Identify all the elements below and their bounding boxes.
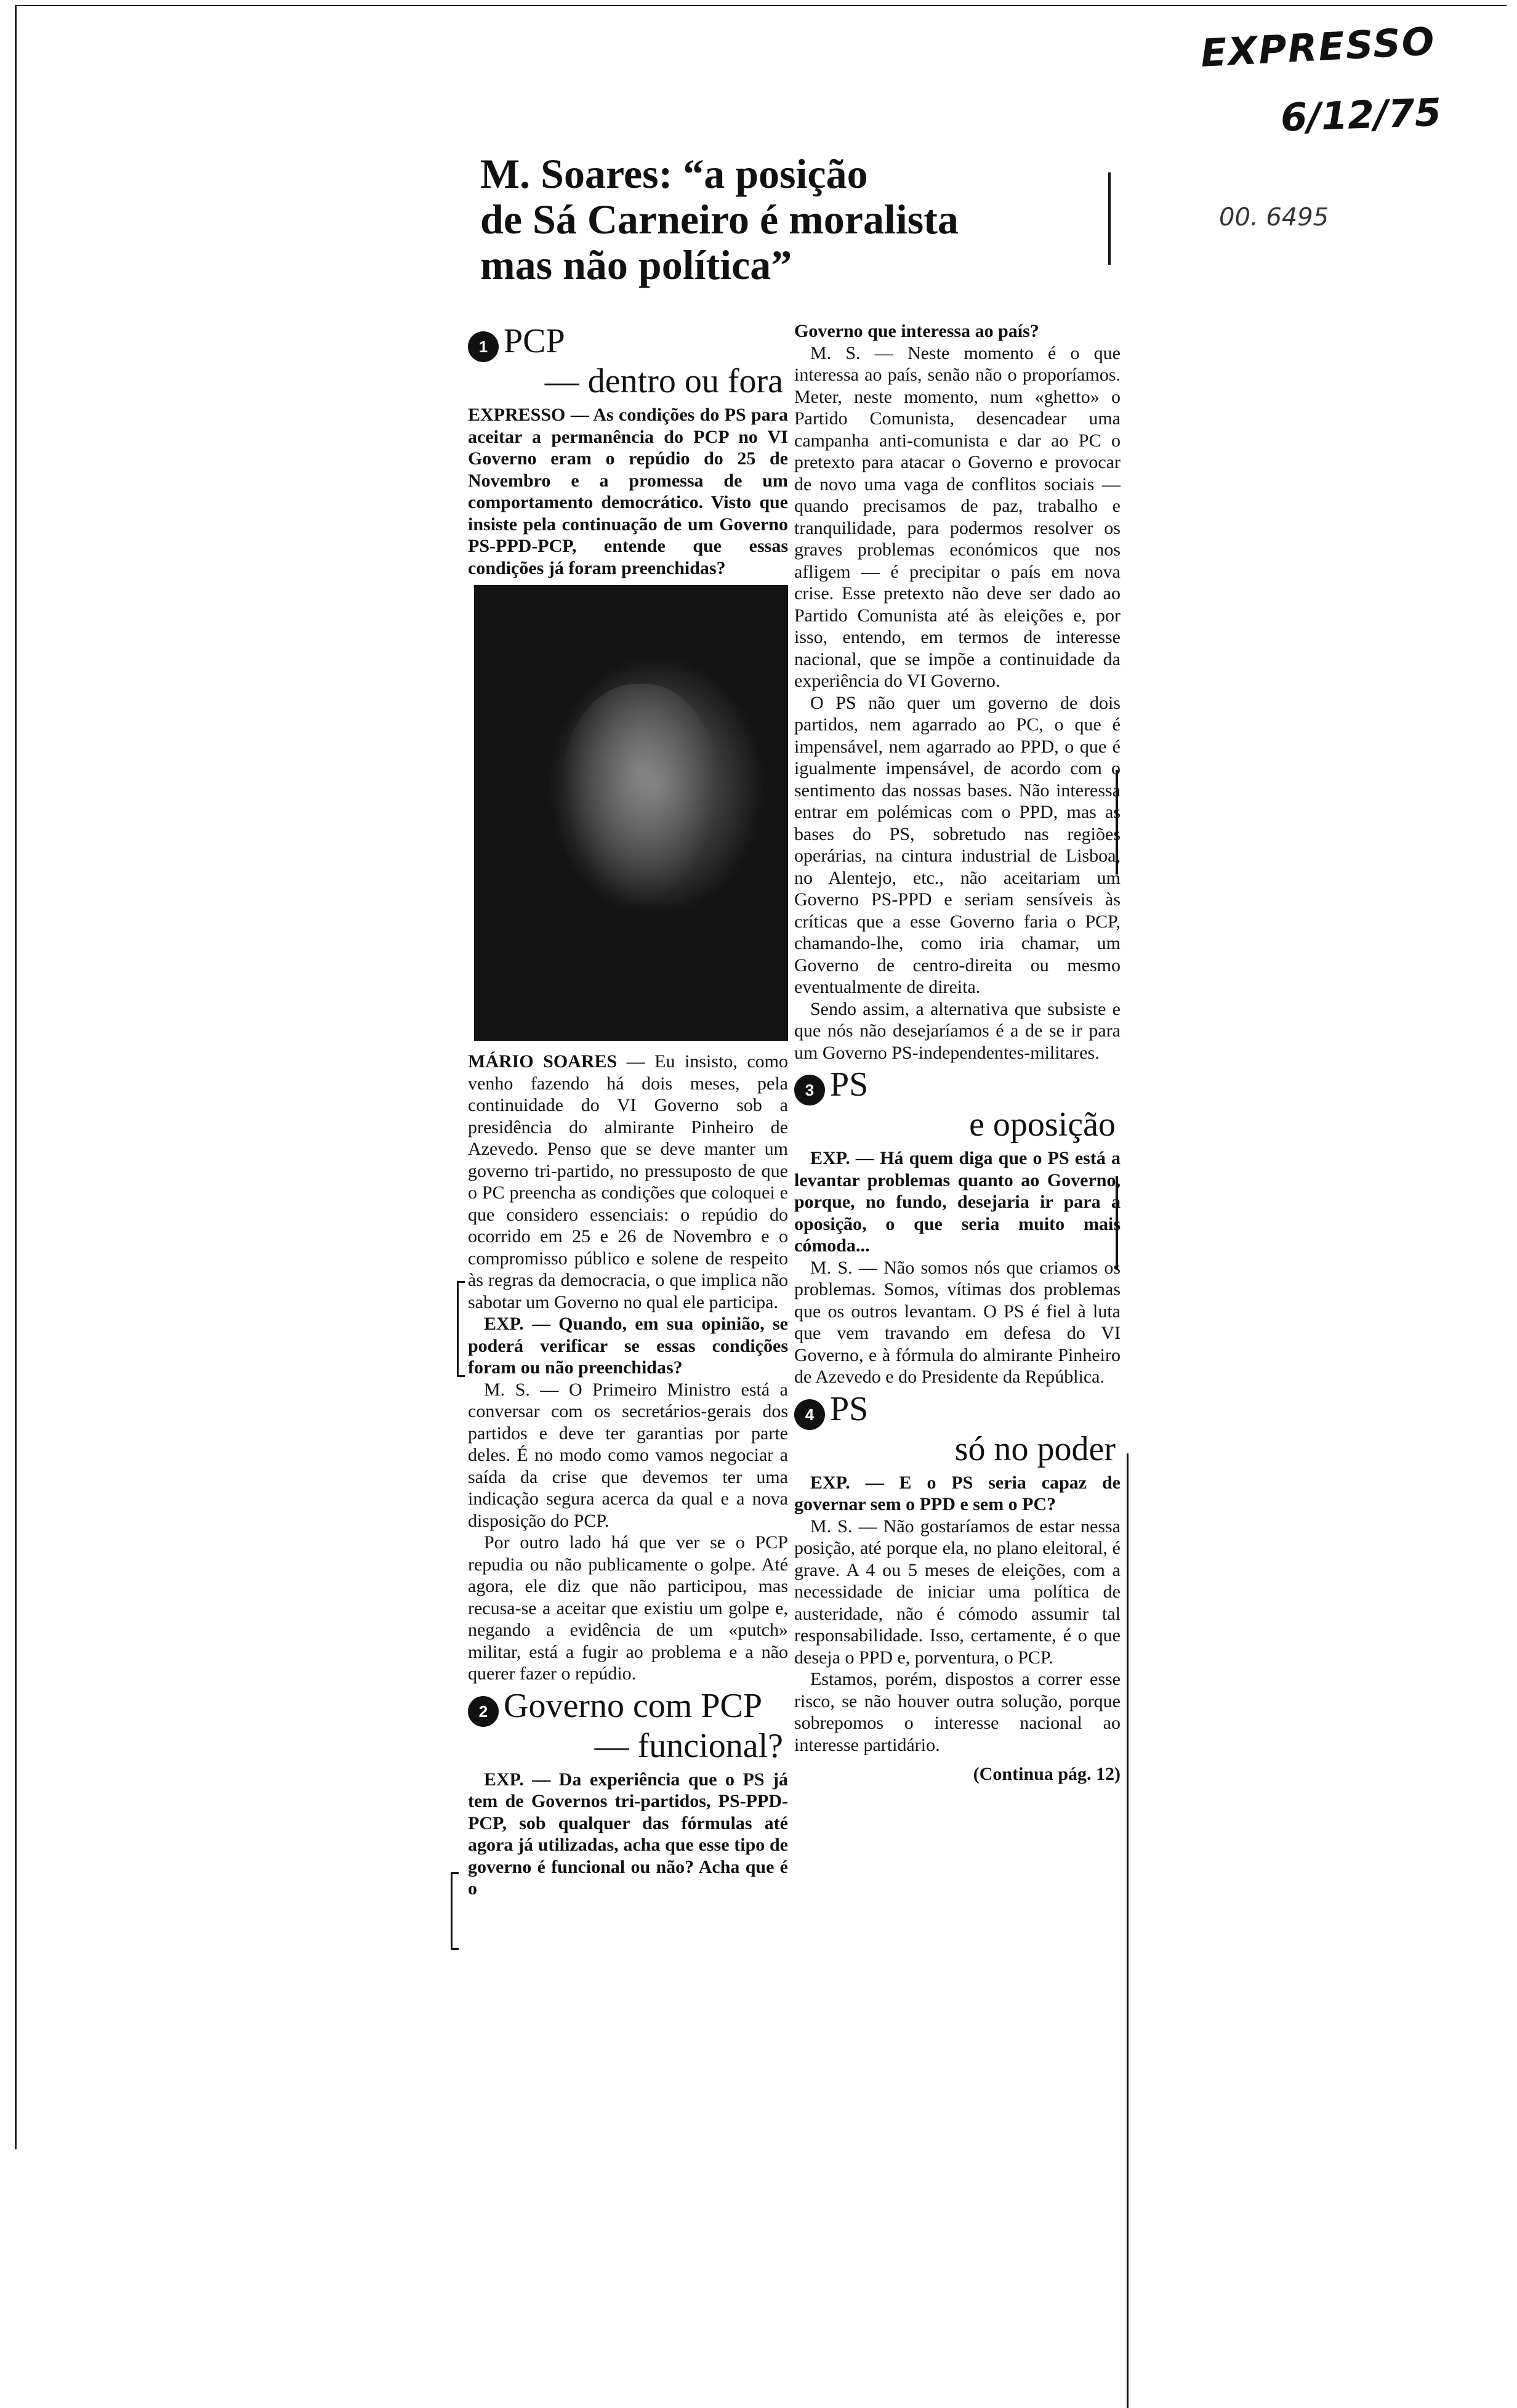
section-number-badge: 1	[468, 331, 499, 362]
section-heading-3	[794, 1066, 1121, 1105]
interview-answer: Estamos, porém, dispostos a correr esse risco, se não houver outra solução, porque sobrepomos o interesse nacional ao interesse partidário.	[794, 1669, 1121, 1755]
handwritten-archive-code: 00. 6495	[1219, 203, 1329, 232]
section-heading-2	[468, 1687, 788, 1727]
interview-answer: M. S. — Não somos nós que criamos os problemas. Somos, vítimas dos problemas que os outros levantam. O PS é fiel à luta que vem travando em defesa do VI Governo, e à fórmula do almirante Pinheiro de Azevedo e do Presidente da República.	[794, 1257, 1121, 1387]
interview-answer: O PS não quer um governo de dois partidos, nem agarrado ao PC, o que é impensável, nem agarrado ao PPD, o que é igualmente impensável, de acordo com o sentimento das nossas bases. Não interessa entrar em polémicas com o PPD, mas as bases do PS, sobretudo nas regiões operárias, na cintura industrial de Lisboa, no Alentejo, etc., não aceitariam um Governo PS-PPD e seriam sensíveis às críticas que a esse Governo faria o PCP, chamando-lhe, como iria chamar, um Governo de centro-direita ou mesmo eventualmente de direita.	[794, 692, 1121, 997]
interview-answer: Por outro lado há que ver se o PCP repudia ou não publicamente o golpe. Até agora, ele diz que não participou, mas recusa-se a aceitar que existiu um golpe e, negando a evidência de um «putch» militar, está a fugir ao problema e a não querer fazer o repúdio.	[468, 1532, 788, 1684]
handwritten-publication: EXPRESSO	[1199, 18, 1437, 76]
continued-on-page-link[interactable]: (Continua pág. 12)	[973, 1764, 1121, 1784]
section-subtitle: — funcional?	[594, 1726, 783, 1765]
margin-bracket	[457, 1281, 465, 1377]
section-subtitle: só no poder	[954, 1429, 1116, 1468]
headline-line: M. Soares: “a posição	[480, 150, 868, 197]
interview-question: EXP. — Há quem diga que o PS está a levantar problemas quanto ao Governo, porque, no fundo, desejaria ir para a oposição, o que seria muito mais cómoda...	[794, 1148, 1121, 1256]
section-number-badge: 2	[468, 1696, 499, 1727]
portrait-photo	[474, 585, 788, 1041]
margin-bracket	[451, 1872, 459, 1950]
interview-answer: M. S. — O Primeiro Ministro está a conversar com os secretários-gerais dos partidos e deve ter garantias por parte deles. É no modo como vamos negociar a saída da crise que devemos ter uma indicação segura acerca da qual e a nova disposição do PCP.	[468, 1379, 788, 1531]
interview-question: EXPRESSO — As condições do PS para aceitar a permanência do PCP no VI Governo eram o repúdio do 25 de Novembro e a promessa de um comportamento democrático. Visto que insiste pela continuação de um Governo PS-PPD-PCP, entende que essas condições já foram preenchidas?	[468, 405, 788, 578]
interview-answer: M. S. — Neste momento é o que interessa ao país, senão não o proporíamos. Meter, neste momento, num «ghetto» o Partido Comunista, desencadear uma campanha anti-comunista e dar ao PC o pretexto para atacar o Governo e provocar de novo uma vaga de conflitos sociais — quando precisamos de paz, trabalho e tranquilidade, para podermos resolver os graves problemas económicos que nos afligem — é precipitar o país em nova crise. Esse pretexto não deve ser dado ao Partido Comunista até às eleições e, por isso, entendo, em termos de interesse nacional, que se impõe a continuidade da experiência do VI Governo.	[794, 342, 1121, 691]
section-heading-4	[794, 1391, 1121, 1430]
interview-answer: MÁRIO SOARES — Eu insisto, como venho fazendo há dois meses, pela continuidade do VI Governo sob a presidência do almirante Pinheiro de Azevedo. Penso que se deve manter um governo tri-partido, no pressuposto de que o PC preencha as condições que coloquei e que considero essenciais: o repúdio do ocorrido em 25 e 26 de Novembro e o compromisso público e solene de respeito às regras da democracia, o que implica não sabotar um Governo no qual ele participa.	[468, 1051, 788, 1312]
handwritten-date: 6/12/75	[1279, 89, 1443, 140]
interview-question: Governo que interessa ao país?	[794, 321, 1039, 341]
section-title: PCP	[504, 322, 565, 360]
interview-question: EXP. — Da experiência que o PS já tem de Governos tri-partidos, PS-PPD-PCP, sob qualquer das fórmulas até agora já utilizadas, acha que esse tipo de governo é funcional ou não? Acha que é o	[468, 1769, 788, 1899]
headline-line: mas não política”	[480, 241, 792, 288]
section-heading-1	[468, 323, 788, 362]
article-headline	[480, 151, 1071, 288]
section-title: Governo com PCP	[504, 1686, 762, 1725]
section-subtitle: — dentro ou fora	[544, 362, 783, 400]
margin-mark	[1108, 172, 1111, 265]
article-column-left	[468, 320, 788, 1900]
section-title: PS	[830, 1065, 869, 1104]
headline-line: de Sá Carneiro é moralista	[480, 196, 959, 243]
interview-answer: Sendo assim, a alternativa que subsiste e que nós não desejaríamos é a de se ir para um Governo PS-independentes-militares.	[794, 998, 1121, 1063]
interview-answer: M. S. — Não gostaríamos de estar nessa posição, até porque ela, no plano eleitoral, é grave. A 4 ou 5 meses de eleições, com a necessidade de iniciar uma política de austeridade, não é cómodo assumir tal responsabilidade. Isso, certamente, é o que deseja o PPD e, porventura, o PCP.	[794, 1516, 1121, 1668]
section-title: PS	[830, 1389, 869, 1428]
interview-question: EXP. — E o PS seria capaz de governar sem o PPD e sem o PC?	[794, 1472, 1121, 1514]
section-subtitle: e oposição	[969, 1105, 1116, 1144]
interview-question: EXP. — Quando, em sua opinião, se poderá verificar se essas condições foram ou não preenchidas?	[468, 1314, 788, 1378]
margin-mark	[1127, 1453, 1129, 2408]
section-number-badge: 4	[794, 1399, 825, 1430]
section-number-badge: 3	[794, 1075, 825, 1105]
article-column-right	[794, 320, 1121, 1785]
